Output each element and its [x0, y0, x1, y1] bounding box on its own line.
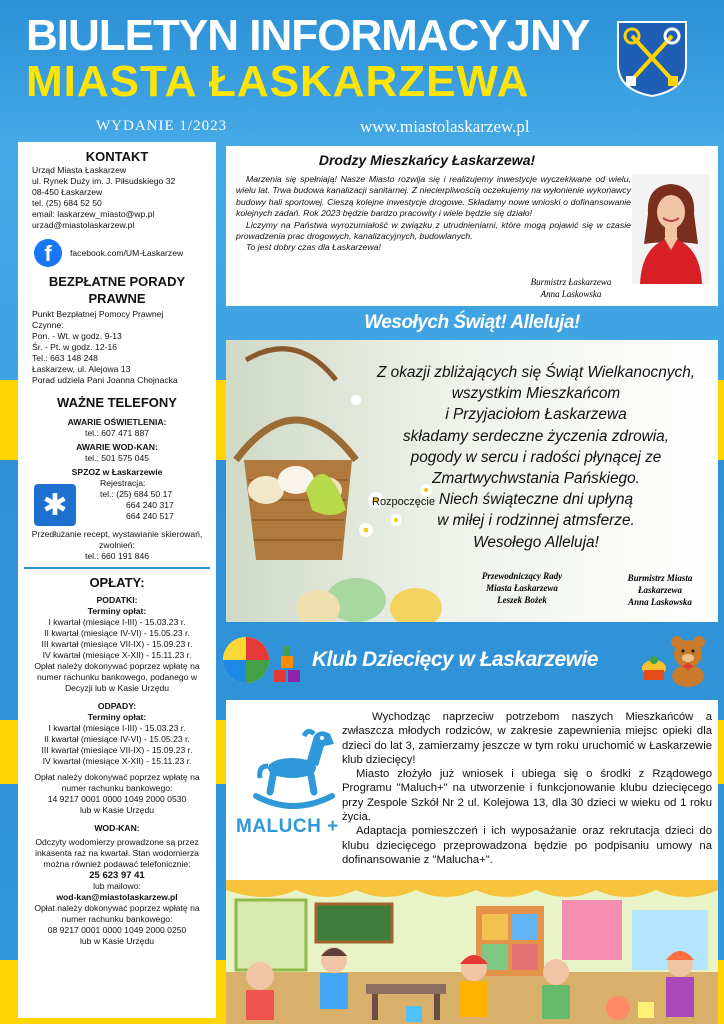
porady-line: Czynne:: [32, 320, 64, 330]
letter-paragraph: To jest dobry czas dla Łaskarzewa!: [246, 242, 381, 253]
odpady-terminy-label: Terminy opłat:: [87, 712, 147, 722]
oswietlenie-label: AWARIE OŚWIETLENIA:: [67, 417, 167, 427]
klub-text: [342, 710, 712, 867]
klub-paragraph: Adaptacja pomieszczeń i ich wyposażanie oraz rekrutacja dzieci do klubu dziecięcego przeprowadzona będzie po podpisaniu umowy na dofinansowanie z "Malucha+".: [342, 825, 712, 866]
odpady-term: III kwartał (miesiące VII-IX) - 15.09.23 r.: [41, 745, 193, 755]
city-crest-icon: [616, 20, 688, 98]
recepty-text: Przedłużanie recept, wystawianie skierowań, zwolnień:: [31, 529, 203, 550]
klub-paragraph: Wychodząc naprzeciw potrzebom naszych Mieszkańców a zwłaszcza młodych rodziców, w zakresie zapewnienia miejsc opieki dla dzieci do lat 3, zamierzamy jeszcze w tym roku uruchomić w Łaskarzewie klub dziecięcy!: [342, 711, 712, 766]
mayor-portrait: [632, 174, 710, 284]
porady-line: Porad udziela Pani Joanna Chojnacka: [32, 375, 178, 385]
spzoz-line: tel.: (25) 684 50 17: [100, 489, 173, 499]
wish-line: wszystkim Mieszkańcom: [451, 385, 621, 403]
kontakt-email[interactable]: urzad@miastolaskarzew.pl: [32, 220, 135, 230]
title-line-1: BIULETYN INFORMACYJNY: [26, 11, 590, 60]
maluch-logo-label: MALUCH +: [236, 816, 339, 837]
telefony-heading: WAŻNE TELEFONY: [57, 395, 177, 410]
left-info-column: [18, 142, 216, 1018]
podatki-terminy-label: Terminy opłat:: [87, 606, 147, 616]
easter-heading: Wesołych Świąt! Alleluja!: [364, 312, 580, 333]
wodkan-text: Odczyty wodomierzy prowadzone są przez inkasenta raz na kwartał. Stan wodomierza można również podawać telefonicznie:: [35, 837, 199, 869]
podatki-note: Opłat należy dokonywać poprzez wpłatę na numer rachunku bankowego, podanego w Decyzji lub w Kasie Urzędu: [34, 661, 200, 693]
edition-label: WYDANIE 1/2023: [96, 118, 228, 134]
odpady-term: II kwartał (miesiące IV-VI) - 15.05.23 r.: [44, 734, 190, 744]
signature-name: Anna Laskowska: [540, 289, 602, 299]
kontakt-email[interactable]: email: laskarzew_miasto@wp.pl: [32, 209, 155, 219]
porady-line: Tel.: 663 148 248: [32, 353, 98, 363]
kontakt-line: tel. (25) 684 52 50: [32, 198, 102, 208]
wish-line: składamy serdeczne życzenia zdrowia,: [402, 427, 670, 445]
overlay-text: Rozpoczęcie: [372, 496, 435, 508]
wodkan-label: WOD-KAN:: [94, 823, 140, 833]
porady-heading: BEZPŁATNE PORADY PRAWNE: [48, 274, 186, 306]
kontakt-line: ul. Rynek Duży im. J. Piłsudskiego 32: [32, 176, 176, 186]
wish-line: Zmartwychwstania Pańskiego.: [432, 470, 640, 488]
kids-playroom-illustration: [226, 880, 718, 1024]
letter-heading: Drodzy Mieszkańcy Łaskarzewa!: [318, 152, 536, 168]
podatki-block: [24, 595, 210, 694]
facebook-url[interactable]: facebook.com/UM-Łaskarzew: [70, 247, 184, 258]
spzoz-label: SPZOZ w Łaskarzewie: [71, 467, 163, 477]
wish-line: i Przyjaciołom Łaskarzewa: [445, 406, 627, 424]
porady-line: Śr. - Pt. w godz. 12-16: [32, 342, 118, 352]
odpady-block: [24, 701, 210, 816]
wish-line: Wesołego Alleluja!: [473, 533, 599, 551]
wodkan-emergency-phone: tel.: 501 575 045: [84, 453, 150, 463]
podatki-term: I kwartał (miesiące I-III) - 15.03.23 r.: [48, 617, 186, 627]
podatki-label: PODATKI:: [96, 595, 138, 605]
wodkan-or: lub mailowo:: [93, 881, 141, 891]
spzoz-line: 664 240 317: [126, 500, 174, 510]
signature-role: Burmistrz Łaskarzewa: [530, 277, 612, 287]
porady-block: [24, 309, 210, 386]
wish-line: Niech świąteczne dni upłyną: [438, 491, 634, 509]
signature-line: Przewodniczący Rady: [481, 571, 563, 581]
podatki-term: III kwartał (miesiące VII-IX) - 15.09.23 r.: [41, 639, 193, 649]
odpady-term: I kwartał (miesiące I-III) - 15.03.23 r.: [48, 723, 186, 733]
divider: [24, 567, 210, 569]
porady-line: Pon. - Wt. w godz. 9-13: [32, 331, 122, 341]
wish-line: w miłej i rodzinnej atmsferze.: [437, 512, 635, 530]
title-line-2: MIASTA ŁASKARZEWA: [26, 57, 530, 106]
wodkan-account: 08 9217 0001 0000 1049 2000 0250: [47, 925, 187, 935]
kontakt-block: [24, 165, 210, 231]
porady-line: Punkt Bezpłatnej Pomocy Prawnej: [32, 309, 164, 319]
wodkan-note: Opłat należy dokonywać poprzez wpłatę na numer rachunku bankowego:: [34, 903, 200, 924]
easter-wishes: [356, 362, 716, 553]
odpady-note: Opłat należy dokonywać poprzez wpłatę na numer rachunku bankowego:: [34, 772, 200, 793]
kontakt-line: Urząd Miasta Łaskarzew: [32, 165, 127, 175]
signature-line: Łaskarzewa: [637, 585, 682, 595]
odpady-account: 14 9217 0001 0000 1049 2000 0530: [47, 794, 187, 804]
mayor-letter: [226, 146, 718, 306]
signature-line: Leszek Bożek: [497, 595, 547, 605]
podatki-term: II kwartał (miesiące IV-VI) - 15.05.23 r.: [44, 628, 190, 638]
kontakt-line: 08-450 Łaskarzew: [32, 187, 103, 197]
teddy-bear-illustration: [640, 630, 720, 688]
wodkan-emergency-label: AWARIE WOD-KAN:: [76, 442, 158, 452]
signature-line: Burmistrz Miasta: [627, 573, 693, 583]
klub-paragraph: Miasto złożyło już wniosek i ubiega się o środki z Rządowego Programu "Maluch+" na utworzenie i funkcjonowanie klubu dziecięcego przy Zespole Szkół Nr 2 ul. Kolejowa 13, dla 30 dzieci w wieku od 1 roku życia.: [342, 768, 712, 824]
porady-line: Łaskarzew, ul. Alejowa 13: [32, 364, 131, 374]
letter-paragraph: Marzenia się spełniają! Nasze Miasto rozwija się i realizujemy inwestycje wyczekiwane od wielu, wielu lat. Trwa budowa kanalizacji sanitarnej. Z niecierpliwością oczekujemy na wyłonienie wykonawcy budowy hali sportowej. Cieszą kolejne inwestycje drogowe. Składamy nowe wnioski o dofinansowanie kolejnych zadań. Rok 2023 będzie bardzo pracowity i wiele będzie się działo!: [236, 174, 631, 219]
website-link[interactable]: www.miastolaskarzew.pl: [360, 117, 530, 136]
wish-line: Z okazji zbliżających się Świąt Wielkanocnych,: [376, 364, 696, 381]
letter-signature: [516, 276, 626, 300]
mayor-signature: [610, 572, 710, 608]
signature-line: Miasta Łaskarzewa: [486, 583, 558, 593]
kontakt-heading: KONTAKT: [85, 149, 149, 164]
medical-star-icon: ✱: [34, 484, 76, 526]
recepty-phone: tel.: 660 191 846: [84, 551, 150, 561]
klub-heading: Klub Dziecięcy w Łaskarzewie: [312, 648, 598, 671]
spzoz-line: 664 240 517: [126, 511, 174, 521]
wodkan-email[interactable]: wod-kan@miastolaskarzew.pl: [56, 892, 178, 902]
toys-illustration: [222, 632, 308, 688]
telefony-block: [24, 417, 210, 478]
odpady-term: IV kwartał (miesiące X-XII) - 15.11.23 r.: [42, 756, 192, 766]
council-chair-signature: [466, 570, 578, 606]
rocking-horse-icon: [248, 726, 338, 810]
signature-line: Anna Laskowska: [628, 597, 692, 607]
oplaty-heading: OPŁATY:: [89, 575, 145, 590]
easter-greeting: [226, 340, 718, 622]
klub-content: [226, 700, 718, 880]
spzoz-line: Rejestracja:: [100, 478, 146, 488]
facebook-link[interactable]: [34, 239, 210, 267]
wish-line: pogody w sercu i radości płynącej ze: [410, 448, 662, 466]
letter-paragraph: Liczymy na Państwa wyrozumiałość w związku z utrudnieniami, które mogą pojawić się w czasie prowadzenia prac drogowych, kanalizacyjnych, budowlanych.: [236, 219, 631, 242]
oswietlenie-phone: tel.: 607 471 887: [84, 428, 150, 438]
wodkan-phone: 25 623 97 41: [89, 870, 145, 881]
wodkan-where: lub w Kasie Urzędu: [79, 936, 155, 946]
wodkan-block: [24, 823, 210, 947]
spzoz-block: [34, 478, 210, 526]
letter-body: [236, 174, 631, 254]
odpady-label: ODPADY:: [97, 701, 137, 711]
podatki-term: IV kwartał (miesiące X-XII) - 15.11.23 r.: [42, 650, 192, 660]
spzoz-lines: [86, 478, 174, 522]
facebook-icon: f: [34, 239, 62, 267]
odpady-where: lub w Kasie Urzędu: [79, 805, 155, 815]
